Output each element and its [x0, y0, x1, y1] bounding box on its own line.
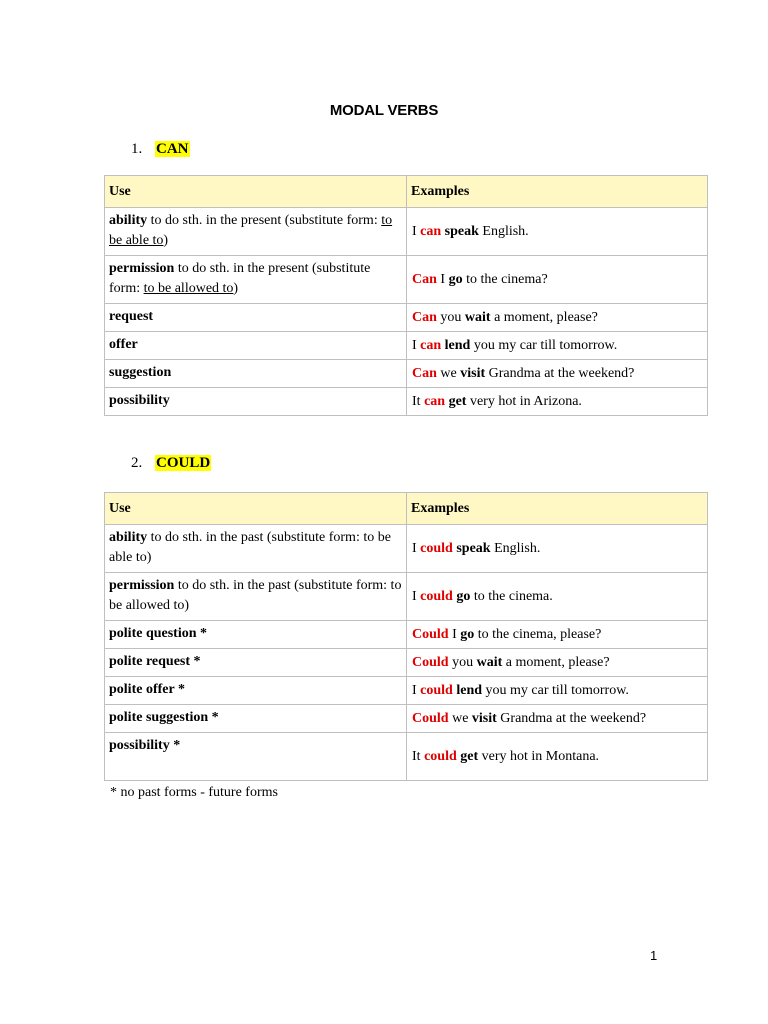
table-row: [105, 649, 708, 677]
use-cell: polite suggestion *: [105, 705, 407, 733]
example-cell: I could speak English.: [407, 525, 708, 573]
column-header-examples: Examples: [407, 176, 708, 208]
example-cell: I can lend you my car till tomorrow.: [407, 332, 708, 360]
page-number: 1: [650, 948, 658, 963]
example-cell: Could you wait a moment, please?: [407, 649, 708, 677]
page-title: MODAL VERBS: [329, 102, 439, 119]
table-row: [105, 525, 708, 573]
table-row: [105, 705, 708, 733]
use-cell: polite question *: [105, 621, 407, 649]
table-row: [105, 388, 708, 416]
table-row: [105, 256, 708, 304]
footnote: * no past forms - future forms: [110, 785, 278, 800]
example-cell: Could I go to the cinema, please?: [407, 621, 708, 649]
section-heading-could: [131, 455, 211, 472]
use-cell: ability to do sth. in the past (substitute form: to be able to): [105, 525, 407, 573]
section-heading-can: [131, 141, 190, 158]
table-row: [105, 733, 708, 781]
table-row: [105, 208, 708, 256]
example-cell: I can speak English.: [407, 208, 708, 256]
could-table: [104, 492, 708, 781]
table-row: [105, 304, 708, 332]
example-cell: I could lend you my car till tomorrow.: [407, 677, 708, 705]
use-cell: possibility: [105, 388, 407, 416]
example-cell: It could get very hot in Montana.: [407, 733, 708, 781]
example-cell: Can we visit Grandma at the weekend?: [407, 360, 708, 388]
example-cell: Could we visit Grandma at the weekend?: [407, 705, 708, 733]
example-cell: Can I go to the cinema?: [407, 256, 708, 304]
section-title: COULD: [156, 455, 211, 471]
table-row: [105, 573, 708, 621]
column-header-examples: Examples: [407, 493, 708, 525]
column-header-use: Use: [105, 176, 407, 208]
section-number: 2.: [131, 455, 143, 471]
can-table: [104, 175, 708, 416]
use-cell: polite offer *: [105, 677, 407, 705]
use-cell: possibility *: [105, 733, 407, 781]
table-row: [105, 360, 708, 388]
table-row: [105, 621, 708, 649]
use-cell: request: [105, 304, 407, 332]
section-number: 1.: [131, 141, 143, 157]
use-cell: polite request *: [105, 649, 407, 677]
section-title: CAN: [156, 141, 189, 157]
use-cell: permission to do sth. in the past (substitute form: to be allowed to): [105, 573, 407, 621]
table-row: [105, 332, 708, 360]
use-cell: offer: [105, 332, 407, 360]
example-cell: I could go to the cinema.: [407, 573, 708, 621]
use-cell: suggestion: [105, 360, 407, 388]
use-cell: permission to do sth. in the present (substitute form: to be allowed to): [105, 256, 407, 304]
example-cell: It can get very hot in Arizona.: [407, 388, 708, 416]
use-cell: ability to do sth. in the present (substitute form: to be able to): [105, 208, 407, 256]
table-row: [105, 677, 708, 705]
example-cell: Can you wait a moment, please?: [407, 304, 708, 332]
column-header-use: Use: [105, 493, 407, 525]
